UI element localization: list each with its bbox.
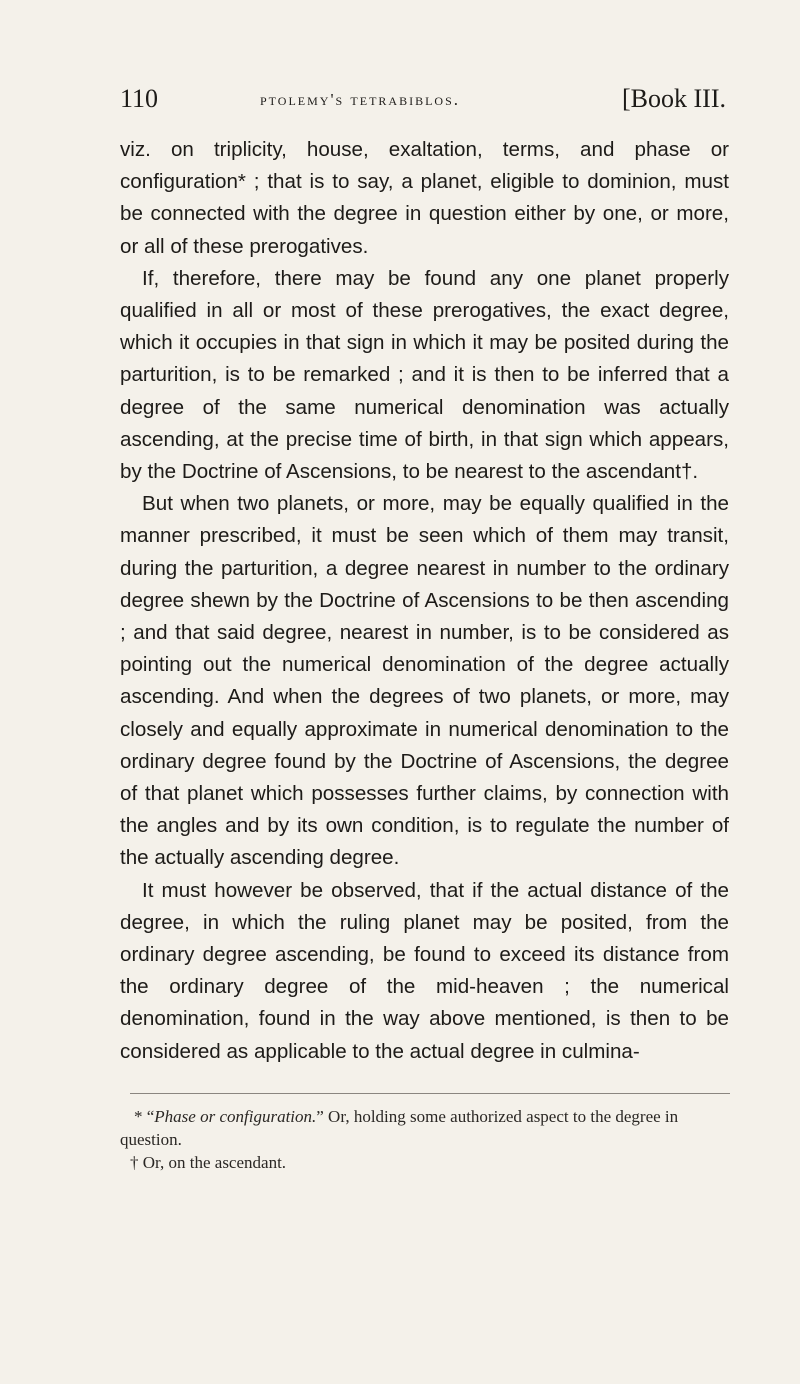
paragraph: It must however be observed, that if the actual distance of the degree, in which the ruling planet may be posited, from the ordinary degree ascending, be found to exceed its distance from the ordinary degree of the mid-heaven ; the numerical denomination, found in the way above mentioned, is then to be considered as applicable to the actual degree in culmina- [120,878,729,1063]
footnote-1-text: ” Or, holding some authorized aspect to the degree in question. [120,1107,679,1149]
page-header [120,84,726,120]
body-text [120,134,729,1068]
page-number: 110 [120,84,159,113]
footnote-1-marker: * “ [134,1107,155,1126]
running-title: ptolemy's tetrabiblos. [260,90,461,109]
book-label: [Book III. [622,84,726,113]
footnote-2: † Or, on the ascendant. [130,1153,287,1172]
footnotes [120,1105,730,1174]
paragraph: viz. on triplicity, house, exaltation, terms, and phase or configuration* ; that is to say, a planet, eligible to dominion, must be connected with the degree in question either by one, or more, or all of these prerogatives. [120,138,729,258]
footnote-1 [120,1105,730,1151]
paragraph: But when two planets, or more, may be equally qualified in the manner prescribed, it must be seen which of them may transit, during the parturition, a degree nearest in number to the ordinary degree shewn by the Doctrine of Ascensions to be then ascending ; and that said degree, nearest in number, is to be considered as pointing out the numerical denomination of the degree actually ascending. And when the degrees of two planets, or more, may closely and equally approximate in numerical denomination to the ordinary degree found by the Doctrine of Ascensions, the degree of that planet which possesses further claims, by connection with the angles and by its own condition, is to regulate the number of the actually ascending degree. [120,492,729,870]
footnote-divider [130,1093,730,1094]
footnote-1-phrase: Phase or configuration. [154,1107,317,1126]
paragraph: If, therefore, there may be found any one planet properly qualified in all or most of these prerogatives, the exact degree, which it occupies in that sign in which it may be posited during the parturition, is to be remarked ; and it is then to be inferred that a degree of the same numerical denomination was actually ascending, at the precise time of birth, in that sign which appears, by the Doctrine of Ascensions, to be nearest to the ascendant†. [120,266,729,484]
